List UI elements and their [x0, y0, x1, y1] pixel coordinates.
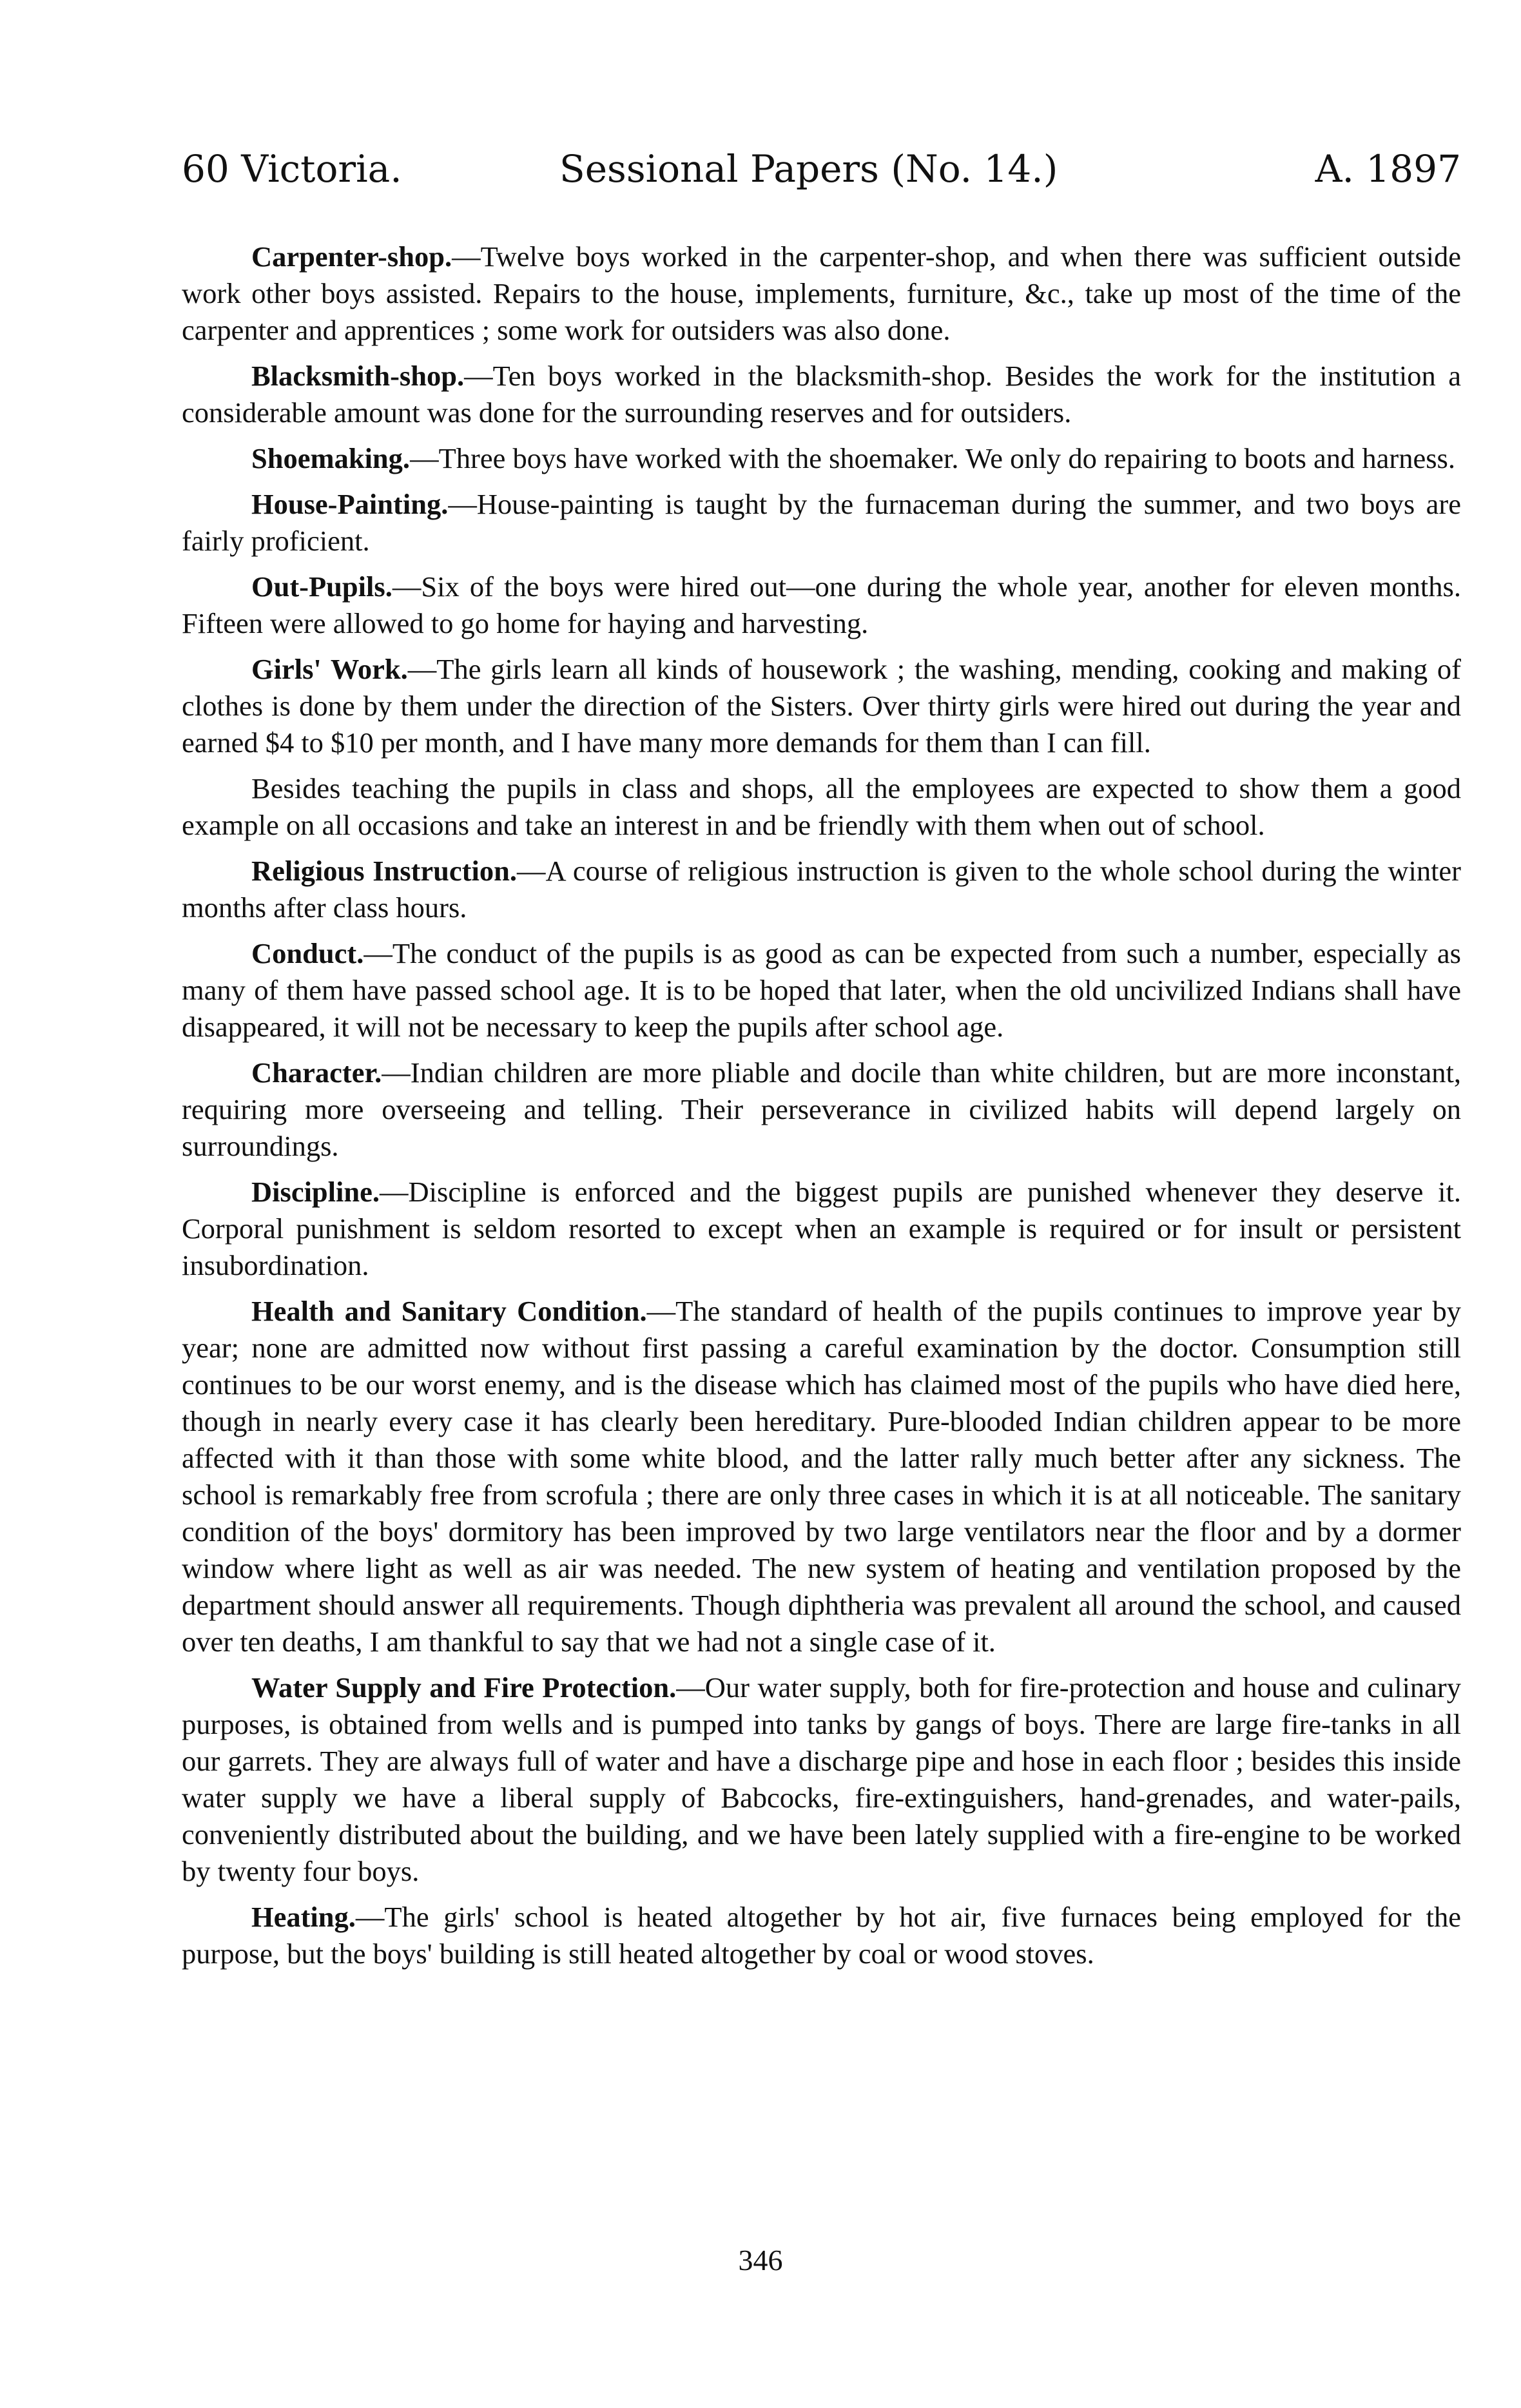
- section-heading: Out-Pupils.: [251, 570, 392, 603]
- section-religious-instruction: [182, 853, 1461, 926]
- section-shoemaking: [182, 440, 1461, 477]
- section-health-sanitary: [182, 1293, 1461, 1660]
- section-heading: Health and Sanitary Condition.: [251, 1295, 647, 1327]
- section-house-painting: [182, 486, 1461, 559]
- section-text: —The conduct of the pupils is as good as can be expected from such a number, especially as many of them have passed school age. It is to be hoped that later, when the old uncivilized Indians shall have disappeared, it will not be necessary to keep the pupils after school age.: [182, 937, 1461, 1043]
- header-title: Sessional Papers (No. 14.): [559, 147, 1058, 191]
- section-heading: Character.: [251, 1056, 382, 1089]
- section-heading: Religious Instruction.: [251, 855, 517, 887]
- section-text: —The girls learn all kinds of housework ; the washing, mending, cooking and making of clothes is done by them under the direction of the Sisters. Over thirty girls were hired out during the year and earned $4 to $10 per month, and I have many more demands for them than I can fill.: [182, 653, 1461, 759]
- section-heading: Discipline.: [251, 1176, 380, 1208]
- section-text: —A course of religious instruction is given to the whole school during the winter months after class hours.: [182, 855, 1461, 924]
- section-conduct: [182, 935, 1461, 1045]
- section-heading: Conduct.: [251, 937, 364, 969]
- section-text: —House-painting is taught by the furnaceman during the summer, and two boys are fairly proficient.: [182, 488, 1461, 557]
- section-text: —The girls' school is heated altogether by hot air, five furnaces being employed for the purpose, but the boys' building is still heated altogether by coal or wood stoves.: [182, 1901, 1461, 1970]
- section-text: —Ten boys worked in the blacksmith-shop. Besides the work for the institution a considerable amount was done for the surrounding reserves and for outsiders.: [182, 360, 1461, 429]
- section-text: —Indian children are more pliable and docile than white children, but are more inconstant, requiring more overseeing and telling. Their perseverance in civilized habits will depend largely on surroundings.: [182, 1056, 1461, 1162]
- section-heading: Shoemaking.: [251, 442, 411, 474]
- section-carpenter-shop: [182, 238, 1461, 349]
- report-body: [182, 238, 1461, 1981]
- section-girls-work: [182, 651, 1461, 761]
- section-heading: Carpenter-shop.: [251, 240, 452, 273]
- section-heating: [182, 1899, 1461, 1972]
- section-text: —Twelve boys worked in the carpenter-shop, and when there was sufficient outside work other boys assisted. Repairs to the house, implements, furniture, &c., take up most of the time of the carpenter and apprentices ; some work for outsiders was also done.: [182, 240, 1461, 346]
- section-employees-example: [182, 770, 1461, 844]
- page-header: [182, 147, 1461, 205]
- section-heading: House-Painting.: [251, 488, 449, 520]
- section-out-pupils: [182, 568, 1461, 642]
- section-heading: Girls' Work.: [251, 653, 408, 685]
- section-text: —Discipline is enforced and the biggest pupils are punished whenever they deserve it. Corporal punishment is seldom resorted to except when an example is required or for insult or persistent insubordination.: [182, 1176, 1461, 1281]
- section-text: Besides teaching the pupils in class and shops, all the employees are expected to show them a good example on all occasions and take an interest in and be friendly with them when out of school.: [182, 772, 1461, 841]
- section-heading: Water Supply and Fire Protection.: [251, 1671, 677, 1704]
- section-water-supply: [182, 1669, 1461, 1890]
- header-year: A. 1897: [1315, 147, 1461, 191]
- section-heading: Blacksmith-shop.: [251, 360, 465, 392]
- section-blacksmith-shop: [182, 358, 1461, 431]
- section-character: [182, 1054, 1461, 1165]
- section-heading: Heating.: [251, 1901, 356, 1933]
- section-text: —Three boys have worked with the shoemaker. We only do repairing to boots and harness.: [410, 442, 1455, 474]
- section-text: —Six of the boys were hired out—one during the whole year, another for eleven months. Fifteen were allowed to go home for haying and harvesting.: [182, 570, 1461, 639]
- header-session: 60 Victoria.: [182, 147, 402, 191]
- section-text: —The standard of health of the pupils continues to improve year by year; none are admitted now without first passing a careful examination by the doctor. Consumption still continues to be our worst enemy, and is the disease which has claimed most of the pupils who have died here, though in nearly every case it has clearly been hereditary. Pure-blooded Indian children appear to be more affected with it than those with some white blood, and the latter rally much better after any sickness. The school is remarkably free from scrofula ; there are only three cases in which it is at all noticeable. The sanitary condition of the boys' dormitory has been improved by two large ventilators near the floor and by a dormer window where light as well as air was needed. The new system of heating and ventilation proposed by the department should answer all requirements. Though diphtheria was prevalent all around the school, and caused over ten deaths, I am thankful to say that we had not a single case of it.: [182, 1295, 1461, 1658]
- page-number: 346: [738, 2244, 783, 2277]
- section-discipline: [182, 1174, 1461, 1284]
- section-text: —Our water supply, both for fire-protection and house and culinary purposes, is obtained from wells and is pumped into tanks by gangs of boys. There are large fire-tanks in all our garrets. They are always full of water and have a discharge pipe and hose in each floor ; besides this inside water supply we have a liberal supply of Babcocks, fire-extinguishers, hand-grenades, and water-pails, conveniently distributed about the building, and we have been lately supplied with a fire-engine to be worked by twenty four boys.: [182, 1671, 1462, 1887]
